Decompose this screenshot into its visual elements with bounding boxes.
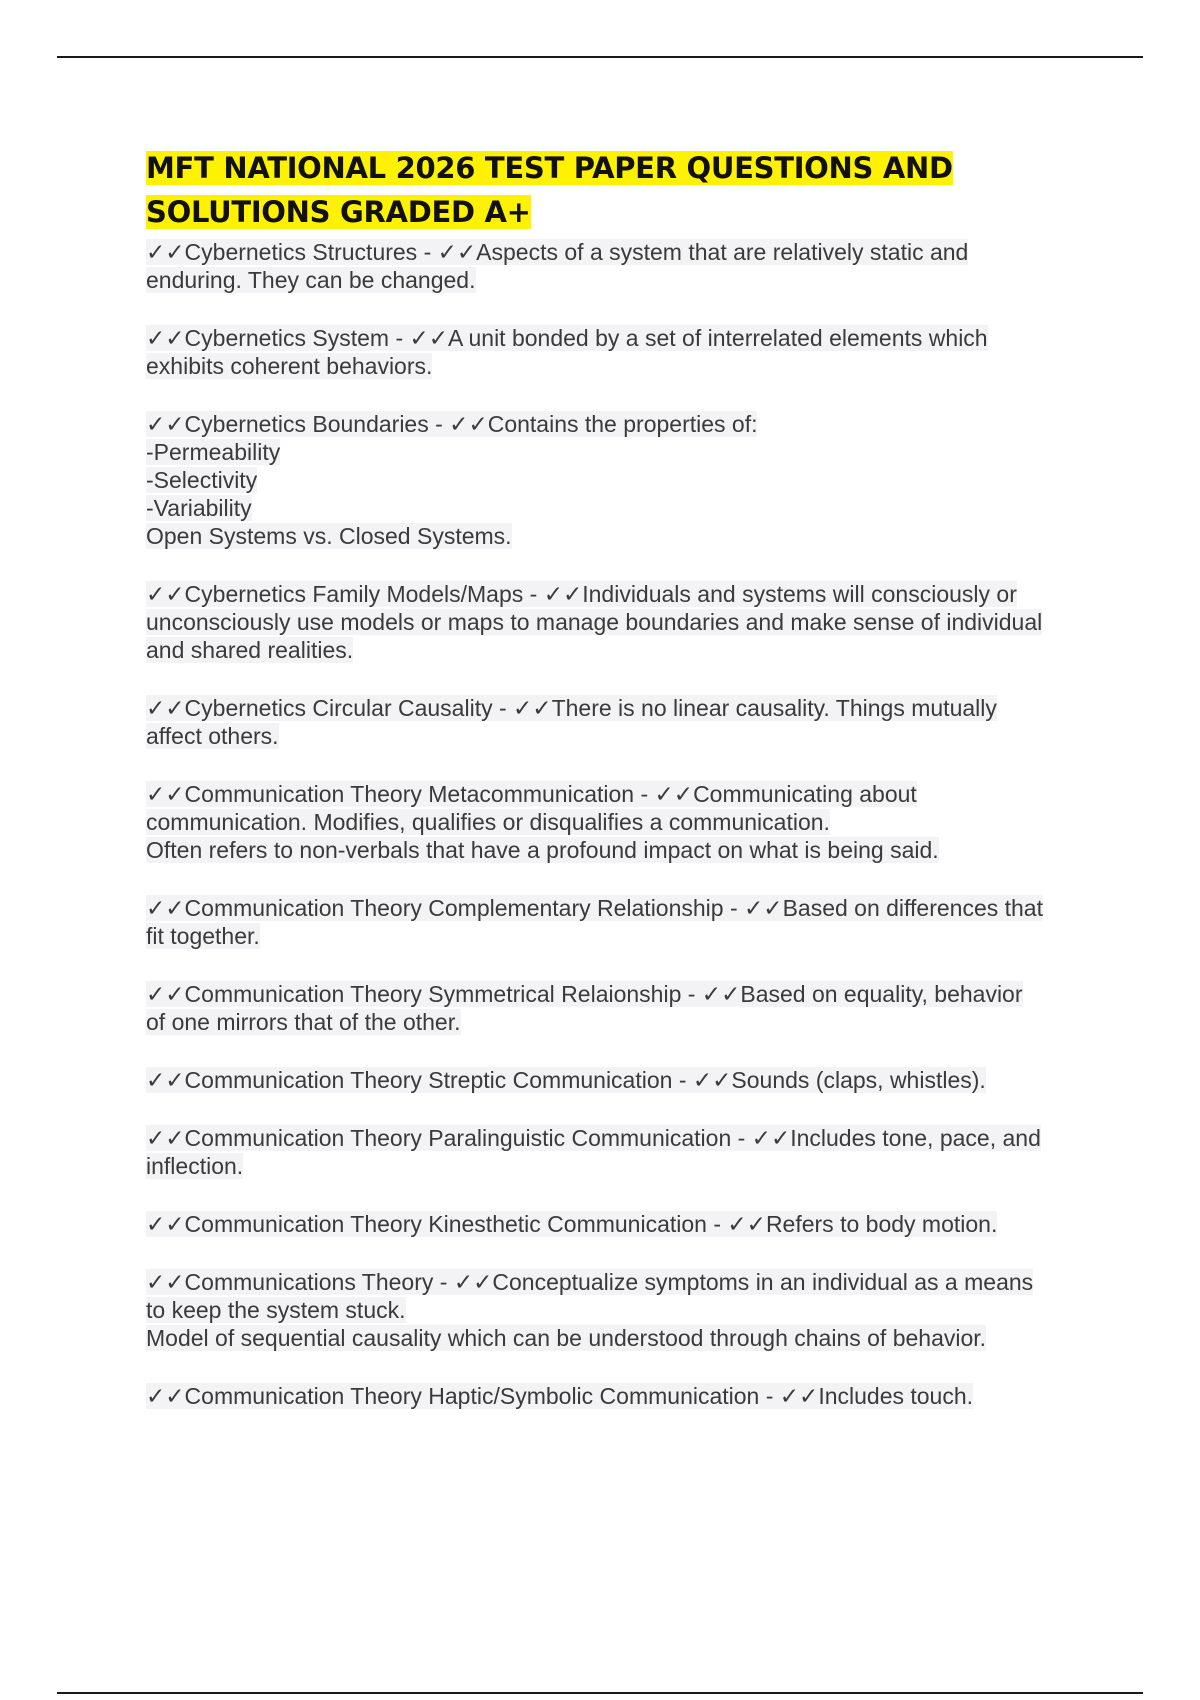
entry-line: of one mirrors that of the other.	[146, 1009, 461, 1035]
entry-line: and shared realities.	[146, 637, 354, 663]
entry-line: exhibits coherent behaviors.	[146, 353, 433, 379]
entry-line: -Permeability	[146, 439, 281, 465]
entry-line: ✓✓Communication Theory Kinesthetic Communication - ✓✓Refers to body motion.	[146, 1211, 998, 1237]
qa-entry	[146, 1124, 1096, 1180]
entry-line: ✓✓Cybernetics Boundaries - ✓✓Contains the properties of:	[146, 411, 758, 437]
qa-entry	[146, 238, 1096, 294]
qa-entry	[146, 780, 1096, 864]
entry-line: communication. Modifies, qualifies or disqualifies a communication.	[146, 809, 830, 835]
top-rule	[57, 56, 1143, 58]
entry-line: inflection.	[146, 1153, 244, 1179]
entry-line: ✓✓Cybernetics Circular Causality - ✓✓There is no linear causality. Things mutually	[146, 695, 997, 721]
entry-line: ✓✓Cybernetics Structures - ✓✓Aspects of a system that are relatively static and	[146, 239, 969, 265]
entry-line: ✓✓Communications Theory - ✓✓Conceptualize symptoms in an individual as a means	[146, 1269, 1034, 1295]
entry-line: enduring. They can be changed.	[146, 267, 476, 293]
bottom-rule	[57, 1692, 1143, 1694]
qa-entry	[146, 410, 1096, 550]
entry-line: fit together.	[146, 923, 260, 949]
entry-line: -Variability	[146, 495, 252, 521]
entry-line: ✓✓Communication Theory Streptic Communication - ✓✓Sounds (claps, whistles).	[146, 1067, 986, 1093]
entry-line: ✓✓Communication Theory Paralinguistic Communication - ✓✓Includes tone, pace, and	[146, 1125, 1041, 1151]
title-line: SOLUTIONS GRADED A+	[146, 195, 531, 229]
qa-entry	[146, 580, 1096, 664]
qa-entry	[146, 324, 1096, 380]
entry-line: ✓✓Cybernetics System - ✓✓A unit bonded by a set of interrelated elements which	[146, 325, 988, 351]
entry-line: affect others.	[146, 723, 279, 749]
title-line: MFT NATIONAL 2026 TEST PAPER QUESTIONS AND	[146, 151, 953, 185]
qa-entry	[146, 1268, 1096, 1352]
entry-line: Often refers to non-verbals that have a profound impact on what is being said.	[146, 837, 939, 863]
entry-line: ✓✓Communication Theory Metacommunication - ✓✓Communicating about	[146, 781, 917, 807]
qa-entry	[146, 1382, 1096, 1410]
entry-line: Model of sequential causality which can be understood through chains of behavior.	[146, 1325, 987, 1351]
entry-line: -Selectivity	[146, 467, 258, 493]
entry-line: Open Systems vs. Closed Systems.	[146, 523, 512, 549]
document-title	[146, 146, 1096, 234]
entry-line: ✓✓Communication Theory Symmetrical Relaionship - ✓✓Based on equality, behavior	[146, 981, 1023, 1007]
qa-entry	[146, 980, 1096, 1036]
document-body	[146, 146, 1096, 1440]
qa-entry	[146, 894, 1096, 950]
entry-line: ✓✓Communication Theory Complementary Relationship - ✓✓Based on differences that	[146, 895, 1043, 921]
entry-line: ✓✓Communication Theory Haptic/Symbolic Communication - ✓✓Includes touch.	[146, 1383, 974, 1409]
qa-list	[146, 238, 1096, 1410]
entry-line: to keep the system stuck.	[146, 1297, 406, 1323]
qa-entry	[146, 694, 1096, 750]
entry-line: unconsciously use models or maps to manage boundaries and make sense of individual	[146, 609, 1043, 635]
qa-entry	[146, 1066, 1096, 1094]
entry-line: ✓✓Cybernetics Family Models/Maps - ✓✓Individuals and systems will consciously or	[146, 581, 1017, 607]
qa-entry	[146, 1210, 1096, 1238]
